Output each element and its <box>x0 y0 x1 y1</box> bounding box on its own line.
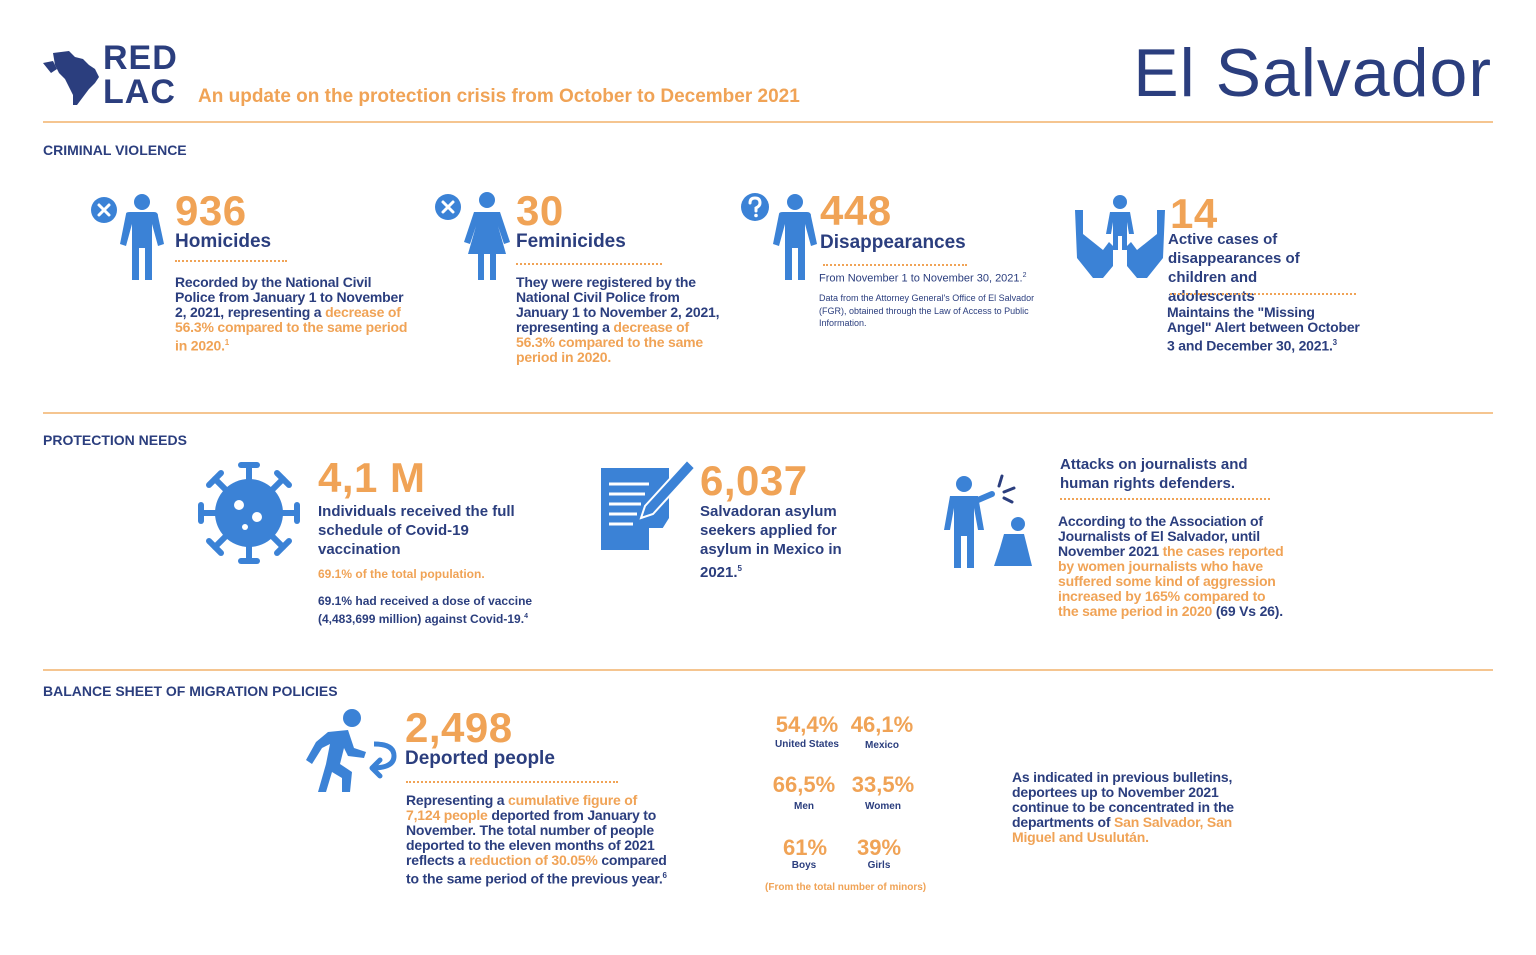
feminicides-label: Feminicides <box>516 231 626 252</box>
vaccination-value: 4,1 M <box>318 454 426 501</box>
section-title-criminal-violence: CRIMINAL VIOLENCE <box>43 142 187 158</box>
deported-person-icon <box>298 708 398 796</box>
asylum-label: Salvadoran asylum seekers applied for asylum in Mexico in 2021.$^5$ <box>700 503 842 581</box>
vaccination-pct: 69.1% of the total population. <box>318 567 485 581</box>
men-pct: 66,5% <box>772 772 836 797</box>
logo-text-lac: LAC <box>103 73 176 111</box>
children-value: 14 <box>1170 190 1218 237</box>
minors-note: (From the total number of minors) <box>765 882 927 893</box>
disappearances-text: From November 1 to November 30, 2021.$^2$ <box>819 272 1027 285</box>
homicides-value: 936 <box>175 187 247 234</box>
section-title-protection-needs: PROTECTION NEEDS <box>43 432 187 448</box>
vaccination-label: Individuals received the full schedule of Covid-19 vaccination <box>318 503 515 558</box>
homicides-label: Homicides <box>175 231 272 252</box>
dotted-divider <box>823 264 967 266</box>
children-text: Maintains the "Missing Angel" Alert between October 3 and December 30, 2021.$^3$ <box>1167 304 1360 354</box>
dotted-divider <box>175 260 287 262</box>
divider <box>43 121 1493 123</box>
country-title: El Salvador <box>1133 35 1492 111</box>
disappearances-source: Data from the Attorney General's Office of El Salvador (FGR), obtained through the Law of Access to Public Information. <box>819 293 1035 328</box>
logo <box>43 39 183 111</box>
dotted-divider <box>1060 498 1270 500</box>
hands-child-icon <box>1073 194 1167 280</box>
person-icon <box>118 194 166 282</box>
children-label: Active cases of disappearances of children and adolescents <box>1168 231 1300 305</box>
x-circle-icon <box>90 196 118 224</box>
header-subtitle: An update on the protection crisis from October to December 2021 <box>198 86 800 107</box>
attack-journalist-icon <box>944 472 1036 568</box>
women-pct: 33,5% <box>851 772 915 797</box>
latin-america-map-icon <box>43 43 103 107</box>
women-label: Women <box>865 801 901 812</box>
vaccination-text: 69.1% had received a dose of vaccine (4,483,699 million) against Covid-19.$^4$ <box>318 594 533 626</box>
boys-label: Boys <box>791 860 817 871</box>
x-circle-icon <box>434 193 462 221</box>
boys-pct: 61% <box>782 835 828 860</box>
document-pen-icon <box>601 458 697 550</box>
asylum-value: 6,037 <box>700 457 808 504</box>
girls-label: Girls <box>867 860 891 871</box>
us-label: United States <box>775 739 839 750</box>
woman-icon <box>462 192 512 282</box>
dotted-divider <box>516 263 662 265</box>
feminicides-value: 30 <box>516 187 564 234</box>
deported-value: 2,498 <box>405 704 513 751</box>
girls-pct: 39% <box>856 835 902 860</box>
dotted-divider <box>1170 293 1356 295</box>
dotted-divider <box>406 781 618 783</box>
virus-icon <box>197 461 301 565</box>
journalists-text: According to the Association of Journalists of El Salvador, until November 2021 the cases reported by women journalists who have suffered some kind of aggression increased by 165% compared to the same period in 2020 (69 Vs 26). <box>1058 513 1284 619</box>
disappearances-value: 448 <box>820 187 892 234</box>
homicides-text: Recorded by the National Civil Police from January 1 to November 2, 2021, representing a decrease of 56.3% compared to the same period in 2020.$^1$ <box>175 274 408 354</box>
section-title-migration: BALANCE SHEET OF MIGRATION POLICIES <box>43 683 338 699</box>
mx-pct: 46,1% <box>850 712 914 737</box>
departments-text: As indicated in previous bulletins, deportees up to November 2021 continue to be concentrated in the departments of San Salvador, San Miguel and Usulután. <box>1012 769 1234 845</box>
deported-text: Representing a cumulative figure of 7,124 people deported from January to November. The total number of people deported to the eleven months of 2021 reflects a reduction of 30.05% compared to the same period of the previous year.$^6$ <box>406 792 667 887</box>
disappearances-label: Disappearances <box>820 232 966 253</box>
divider <box>43 669 1493 671</box>
us-pct: 54,4% <box>775 712 839 737</box>
men-label: Men <box>794 801 814 812</box>
divider <box>43 412 1493 414</box>
journalists-label: Attacks on journalists and human rights defenders. <box>1060 456 1248 492</box>
feminicides-text: They were registered by the National Civil Police from January 1 to November 2, 2021, representing a decrease of 56.3% compared to the same period in 2020. <box>516 274 720 365</box>
mx-label: Mexico <box>865 740 899 751</box>
person-icon <box>771 194 819 282</box>
question-circle-icon <box>740 192 770 222</box>
logo-text-red: RED <box>103 39 178 77</box>
deported-label: Deported people <box>405 748 555 769</box>
